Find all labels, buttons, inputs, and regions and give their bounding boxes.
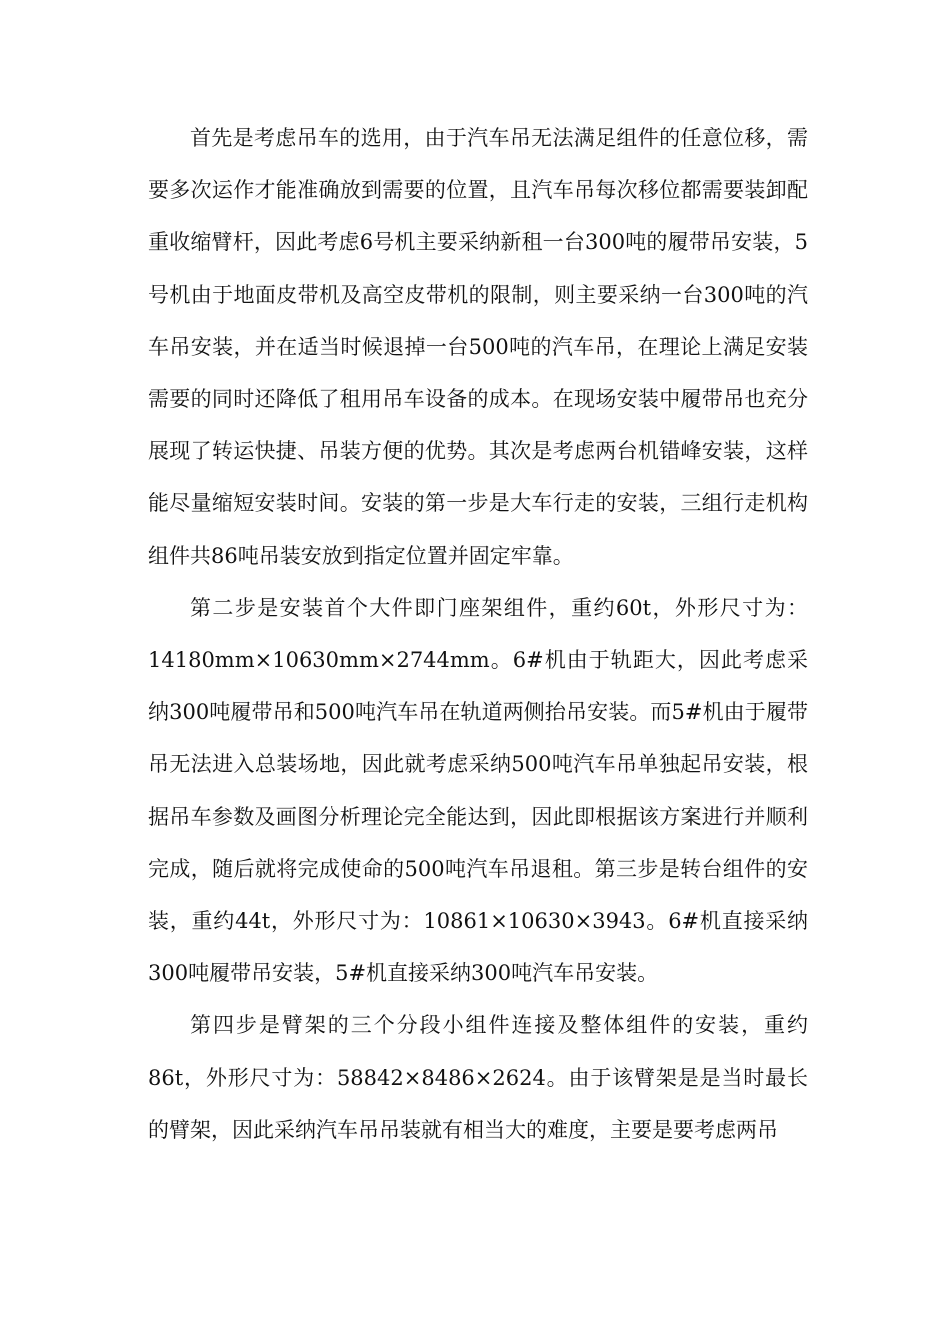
document-body	[148, 112, 808, 1156]
paragraph-step-four: 第四步是臂架的三个分段小组件连接及整体组件的安装，重约86t，外形尺寸为：58842×8486×2624。由于该臂架是是当时最长的臂架，因此采纳汽车吊吊装就有相当大的难度，主要是要考虑两吊	[148, 1013, 808, 1142]
paragraph-crane-selection: 首先是考虑吊车的选用，由于汽车吊无法满足组件的任意位移，需要多次运作才能准确放到需要的位置，且汽车吊每次移位都需要装卸配重收缩臂杆，因此考虑6号机主要采纳新租一台300吨的履带吊安装，5号机由于地面皮带机及高空皮带机的限制，则主要采纳一台300吨的汽车吊安装，并在适当时候退掉一台500吨的汽车吊，在理论上满足安装需要的同时还降低了租用吊车设备的成本。在现场安装中履带吊也充分展现了转运快捷、吊装方便的优势。其次是考虑两台机错峰安装，这样能尽量缩短安装时间。安装的第一步是大车行走的安装，三组行走机构组件共86吨吊装安放到指定位置并固定牢靠。	[148, 126, 808, 568]
paragraph-step-two-three: 第二步是安装首个大件即门座架组件，重约60t，外形尺寸为：14180mm×10630mm×2744mm。6#机由于轨距大，因此考虑采纳300吨履带吊和500吨汽车吊在轨道两侧抬吊安装。而5#机由于履带吊无法进入总装场地，因此就考虑采纳500吨汽车吊单独起吊安装，根据吊车参数及画图分析理论完全能达到，因此即根据该方案进行并顺利完成，随后就将完成使命的500吨汽车吊退租。第三步是转台组件的安装，重约44t，外形尺寸为：10861×10630×3943。6#机直接采纳300吨履带吊安装，5#机直接采纳300吨汽车吊安装。	[148, 595, 808, 986]
